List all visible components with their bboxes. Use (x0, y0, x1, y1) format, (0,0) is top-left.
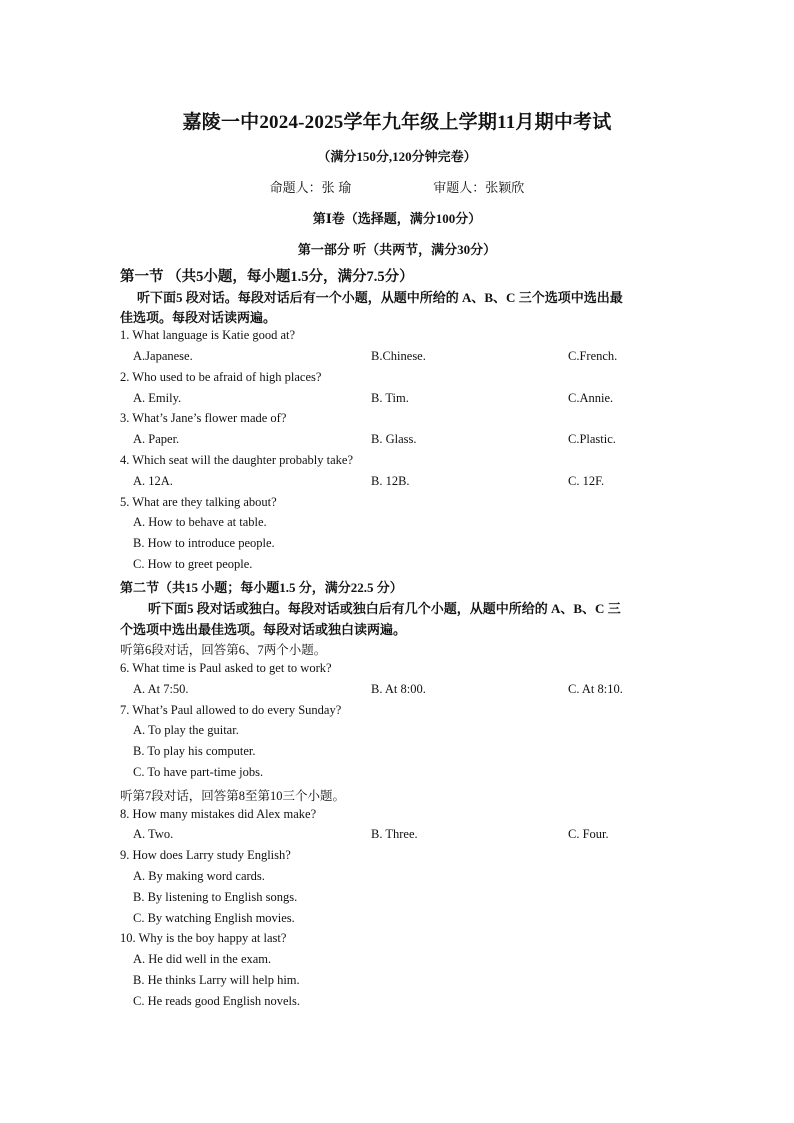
q3-option-a: A. Paper. (133, 432, 180, 446)
q10-option-c: C. He reads good English novels. (133, 994, 300, 1008)
section1-instruction-line2: 佳选项。每段对话读两遍。 (120, 310, 277, 325)
q4-option-b: B. 12B. (371, 474, 410, 488)
q2-option-c: C.Annie. (568, 391, 614, 405)
q4-option-a: A. 12A. (133, 474, 173, 488)
section1-instruction-line1: 听下面5 段对话。每段对话后有一个小题，从题中所给的 A、B、C 三个选项中选出最 (137, 290, 623, 305)
question-1: 1. What language is Katie good at? (120, 328, 296, 342)
q1-option-c: C.French. (568, 349, 618, 363)
q9-option-b: B. By listening to English songs. (133, 890, 298, 904)
section1-heading: 第一节 （共5小题，每小题1.5分，满分7.5分） (120, 269, 414, 285)
q1-option-a: A.Japanese. (133, 349, 193, 363)
question-9: 9. How does Larry study English? (120, 848, 291, 862)
q6-option-b: B. At 8:00. (371, 682, 426, 696)
q7-option-b: B. To play his computer. (133, 744, 256, 758)
q7-option-c: C. To have part-time jobs. (133, 765, 264, 779)
section2-heading: 第二节（共15 小题；每小题1.5 分，满分22.5 分） (120, 580, 403, 595)
q5-option-c: C. How to greet people. (133, 557, 253, 571)
q6-option-c: C. At 8:10. (568, 682, 623, 696)
exam-subtitle: （满分150分,120分钟完卷） (317, 149, 477, 164)
part-heading: 第一部分 听（共两节，满分30分） (297, 242, 497, 257)
dialog-7-instruction: 听第7段对话，回答第8至第10三个小题。 (120, 789, 346, 803)
q7-option-a: A. To play the guitar. (133, 723, 239, 737)
q5-option-a: A. How to behave at table. (133, 515, 267, 529)
question-3: 3. What’s Jane’s flower made of? (120, 411, 287, 425)
dialog-6-instruction: 听第6段对话，回答第6、7两个小题。 (120, 643, 327, 657)
question-4: 4. Which seat will the daughter probably take? (120, 453, 354, 467)
page-title: 嘉陵一中2024-2025学年九年级上学期11月期中考试 (182, 112, 612, 133)
question-8: 8. How many mistakes did Alex make? (120, 807, 317, 821)
section2-instruction-line2: 个选项中选出最佳选项。每段对话或独白读两遍。 (120, 622, 407, 637)
question-7: 7. What’s Paul allowed to do every Sunday? (120, 703, 342, 717)
question-2: 2. Who used to be afraid of high places? (120, 370, 322, 384)
q5-option-b: B. How to introduce people. (133, 536, 275, 550)
volume-heading: 第Ⅰ卷（选择题，满分100分） (312, 211, 482, 226)
q4-option-c: C. 12F. (568, 474, 605, 488)
setter-label: 命题人：张 瑜 (269, 180, 352, 195)
section2-instruction-line1: 听下面5 段对话或独白。每段对话或独白后有几个小题，从题中所给的 A、B、C 三 (148, 601, 621, 616)
question-10: 10. Why is the boy happy at last? (120, 931, 287, 945)
q9-option-c: C. By watching English movies. (133, 911, 295, 925)
q6-option-a: A. At 7:50. (133, 682, 189, 696)
q2-option-b: B. Tim. (371, 391, 409, 405)
reviewer-label: 审题人：张颖欣 (433, 180, 525, 195)
q9-option-a: A. By making word cards. (133, 869, 265, 883)
question-5: 5. What are they talking about? (120, 495, 277, 509)
question-6: 6. What time is Paul asked to get to work? (120, 661, 332, 675)
authors-line (0, 177, 794, 196)
q3-option-c: C.Plastic. (568, 432, 616, 446)
q1-option-b: B.Chinese. (371, 349, 426, 363)
q10-option-a: A. He did well in the exam. (133, 952, 272, 966)
q3-option-b: B. Glass. (371, 432, 417, 446)
q8-option-a: A. Two. (133, 827, 174, 841)
q8-option-c: C. Four. (568, 827, 609, 841)
q8-option-b: B. Three. (371, 827, 418, 841)
q10-option-b: B. He thinks Larry will help him. (133, 973, 300, 987)
q2-option-a: A. Emily. (133, 391, 182, 405)
